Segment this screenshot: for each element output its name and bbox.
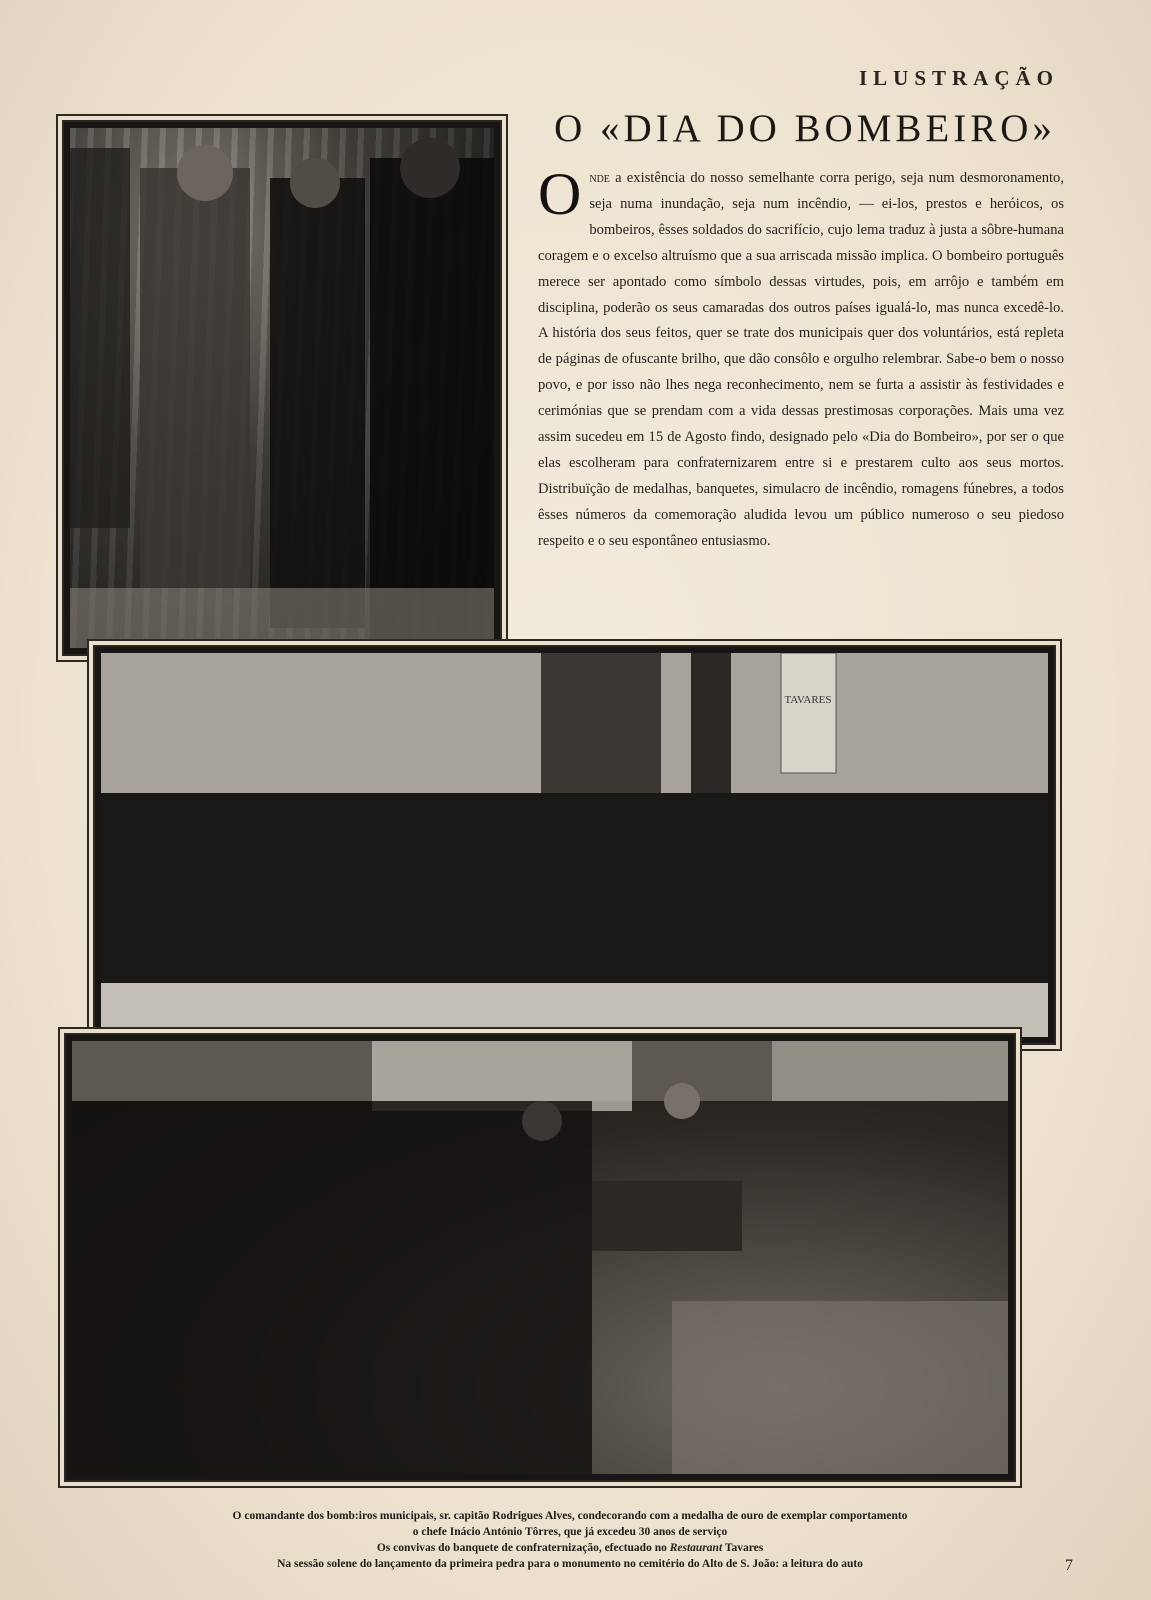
caption-banquet [120, 1540, 1020, 1556]
page-number: 7 [1065, 1557, 1073, 1574]
photo-cemetery-ceremony [72, 1041, 1008, 1474]
magazine-masthead: ILUSTRAÇÃO [858, 66, 1059, 90]
photo-medal-ceremony [70, 128, 494, 648]
photo-medal-figures [70, 128, 494, 648]
photo-group-figures [101, 653, 1048, 1037]
caption-banquet-end: Tavares [722, 1542, 764, 1554]
article-body [538, 161, 1064, 555]
photo-captions [120, 1508, 1020, 1572]
lead-smallcaps: nde [589, 170, 610, 186]
drop-cap: O [538, 161, 582, 227]
article-text: a existência do nosso semelhante corra perigo, seja num desmoronamento, seja numa inundação, seja num incêndio, — ei-los, prestos e heróicos, os bombeiros, êsses soldados do sacrifício, cujo lema traduz à justa a sôbre-humana coragem e o excelso altruísmo que a sua arriscada missão implica. O bombeiro português merece ser apontado como símbolo dessas virtudes, pois, em arrôjo e também em disciplina, poderão os seus camaradas dos outros países igualá-lo, mas nunca excedê-lo. A história dos seus feitos, quer se trate dos municipais quer dos voluntários, está repleta de páginas de ofuscante brilho, que dão consôlo e orgulho relembrar. Sabe-o bem o nosso povo, e por isso não lhes nega reconhecimento, nem se furta a assistir às festividades e cerimónias que se prendam com a vida dessas prestimosas corporações. Mais uma vez assim sucedeu em 15 de Agosto findo, designado pelo «Dia do Bombeiro», por ser o que elas escolheram para confraternizarem entre si e prestarem culto aos seus mortos. Distribuïção de medalhas, banquetes, simulacro de incêndio, romagens fúnebres, a todos êsses números da comemoração aludida levou um público numeroso o seu piedoso respeito e o seu espontâneo entusiasmo. [538, 170, 1064, 549]
caption-banquet-italic: Restaurant [669, 1542, 723, 1554]
photo-cemetery-figures [72, 1041, 1008, 1474]
caption-cemetery: Na sessão solene do lançamento da primeira pedra para o monumento no cemitério do Alto de S. João: a leitura do auto [277, 1558, 863, 1570]
article-headline: O «DIA DO BOMBEIRO» [554, 107, 1056, 150]
photo-banquet-group [101, 653, 1048, 1037]
restaurant-sign-text: TAVARES [784, 694, 832, 706]
caption-medal-2: o chefe Inácio António Tôrres, que já excedeu 30 anos de serviço [412, 1526, 728, 1538]
caption-medal-1: O comandante dos bomb:iros municipais, sr. capitão Rodrigues Alves, condecorando com a medalha de ouro de exemplar comportamento [232, 1510, 908, 1522]
caption-banquet-text: Os convivas do banquete de confraternização, efectuado no [376, 1542, 670, 1554]
